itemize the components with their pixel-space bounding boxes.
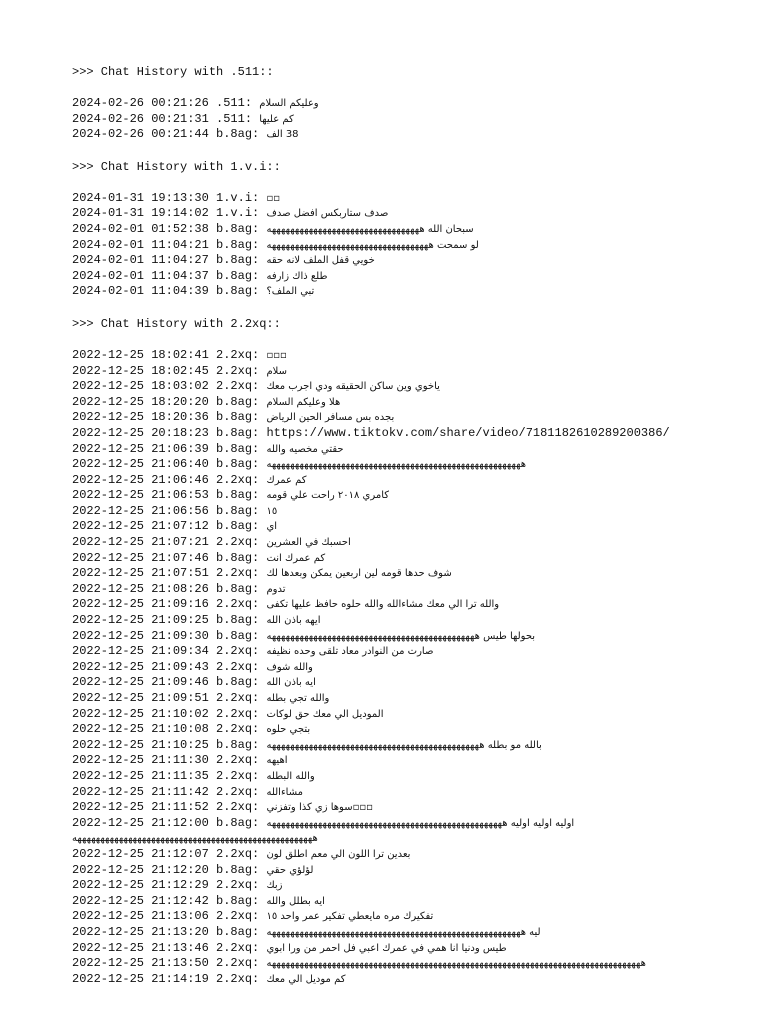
message-username: b.8ag:: [216, 253, 260, 268]
message-timestamp: 2022-12-25 21:12:29: [72, 878, 209, 893]
message-line: [72, 675, 752, 691]
message-line: [72, 738, 752, 754]
message-username: 2.2xq:: [216, 784, 260, 799]
message-line: [72, 785, 752, 801]
message-text: صدف ستاربكس افضل صدف: [266, 208, 389, 220]
section-gap: [72, 80, 752, 96]
message-line: [72, 769, 752, 785]
message-line: [72, 956, 752, 972]
message-timestamp: 2024-02-01 11:04:27: [72, 253, 209, 268]
message-timestamp: 2022-12-25 21:06:46: [72, 472, 209, 487]
message-text: وعليكم السلام: [259, 98, 319, 109]
message-line: [72, 707, 752, 723]
message-username: 2.2xq:: [216, 472, 260, 487]
message-timestamp: 2022-12-25 18:03:02: [72, 379, 209, 394]
message-line: [72, 238, 752, 254]
message-timestamp: 2022-12-25 21:06:40: [72, 457, 209, 472]
message-timestamp: 2022-12-25 21:08:26: [72, 581, 209, 596]
message-username: 2.2xq:: [216, 768, 260, 783]
message-text: كم عمرك انت: [266, 552, 326, 564]
message-text: كم عليها: [259, 113, 294, 125]
message-timestamp: 2022-12-25 21:12:07: [72, 846, 209, 861]
message-line: [72, 909, 752, 925]
message-line: [72, 504, 752, 520]
message-username: 1.v.i:: [216, 206, 260, 221]
message-username: 2.2xq:: [216, 800, 260, 815]
message-line: [72, 127, 752, 143]
message-timestamp: 2022-12-25 21:12:42: [72, 893, 209, 908]
message-username: 2.2xq:: [216, 971, 260, 986]
message-line: [72, 364, 752, 380]
message-username: .511:: [216, 111, 253, 126]
message-text: بتجي حلوه: [266, 724, 311, 736]
message-timestamp: 2022-12-25 21:12:20: [72, 862, 209, 877]
message-timestamp: 2022-12-25 21:07:46: [72, 550, 209, 565]
message-line: [72, 457, 752, 473]
chat-history-document: [72, 64, 752, 987]
message-text: احسبك في العشرين: [266, 537, 351, 549]
message-timestamp: 2022-12-25 20:18:23: [72, 425, 209, 440]
message-username: b.8ag:: [216, 394, 260, 409]
message-username: b.8ag:: [216, 488, 260, 503]
message-line: [72, 613, 752, 629]
message-line: [72, 410, 752, 426]
message-timestamp: 2022-12-25 18:02:45: [72, 363, 209, 378]
message-text: ليه هههههههههههههههههههههههههههههههههههههههههههههههههههههههه: [266, 926, 541, 938]
message-text: ايه بطلل والله: [266, 895, 325, 907]
message-timestamp: 2022-12-25 21:10:02: [72, 706, 209, 721]
message-timestamp: 2022-12-25 21:07:12: [72, 519, 209, 534]
message-line: [72, 551, 752, 567]
message-text: ▫▫▫: [266, 349, 287, 361]
message-timestamp: 2022-12-25 21:10:08: [72, 722, 209, 737]
message-text: بالله مو بطله ههههههههههههههههههههههههههههههههههههههههههههههه: [266, 739, 542, 751]
message-line: [72, 644, 752, 660]
message-text: هلا وعليكم السلام: [266, 396, 341, 408]
message-line: [72, 426, 752, 442]
message-text: اهيهه: [266, 755, 288, 767]
message-timestamp: 2024-02-26 00:21:26: [72, 96, 209, 110]
message-line: [72, 96, 752, 112]
message-username: b.8ag:: [216, 862, 260, 877]
section-separator: [72, 143, 752, 159]
section-gap: [72, 332, 752, 348]
message-text: تفكيرك مره مايعطي تفكير عمر واحد ١٥: [266, 911, 434, 923]
message-username: b.8ag:: [216, 519, 260, 534]
message-text: شوف حدها قومه لين اربعين يمكن وبعدها لك: [266, 568, 452, 580]
message-timestamp: 2022-12-25 21:09:34: [72, 644, 209, 659]
message-username: b.8ag:: [216, 457, 260, 472]
message-username: b.8ag:: [216, 550, 260, 565]
message-text: كم موديل الي معك: [266, 973, 346, 985]
message-timestamp: 2024-01-31 19:13:30: [72, 190, 209, 205]
message-line: [72, 191, 752, 207]
message-text: كامري ٢٠١٨ راحت علي قومه: [266, 490, 390, 502]
message-text: تبي الملف؟: [266, 286, 315, 298]
message-username: 2.2xq:: [216, 597, 260, 612]
message-username: b.8ag:: [216, 893, 260, 908]
message-text: حقتي مخصيه والله: [266, 443, 344, 455]
message-text: والله ترا الي معك مشاءالله والله حلوه حافظ عليها تكفى: [266, 599, 500, 611]
message-line: [72, 395, 752, 411]
message-username: 1.v.i:: [216, 190, 260, 205]
message-line: [72, 442, 752, 458]
message-text: طلع ذاك زارفه: [266, 270, 328, 282]
message-text: ههههههههههههههههههههههههههههههههههههههههههههههههههههه: [72, 833, 318, 845]
message-line: [72, 629, 752, 645]
message-text: زبك: [266, 880, 283, 892]
message-username: 2.2xq:: [216, 753, 260, 768]
message-timestamp: 2022-12-25 21:11:30: [72, 753, 209, 768]
message-text: هههههههههههههههههههههههههههههههههههههههههههههههههههههههههههههههههههههههههههههههههه: [266, 958, 646, 970]
message-line: [72, 722, 752, 738]
message-text: هههههههههههههههههههههههههههههههههههههههههههههههههههههههه: [266, 459, 526, 471]
message-text: بعدين ترا اللون الي معم اطلق لون: [266, 848, 411, 860]
section-header: >>> Chat History with 2.2xq::: [72, 316, 281, 331]
message-text: اي: [266, 521, 278, 533]
message-username: b.8ag:: [216, 127, 260, 142]
message-line: [72, 253, 752, 269]
message-timestamp: 2022-12-25 18:02:41: [72, 347, 209, 362]
message-text: بجده بس مسافر الحين الرياض: [266, 412, 395, 424]
message-line: [72, 348, 752, 364]
message-text: صارت من النوادر معاد تلقى وحده نظيفه: [266, 646, 434, 658]
message-username: b.8ag:: [216, 675, 260, 690]
message-timestamp: 2024-02-01 11:04:39: [72, 284, 209, 299]
message-text: ▫▫: [266, 192, 281, 204]
message-text: مشاءالله: [266, 786, 303, 798]
message-username: b.8ag:: [216, 441, 260, 456]
message-timestamp: 2022-12-25 21:06:39: [72, 441, 209, 456]
message-line: [72, 878, 752, 894]
message-line: [72, 597, 752, 613]
message-text: اوليه اوليه اوليه هههههههههههههههههههههههههههههههههههههههههههههههههههه: [266, 817, 575, 829]
message-timestamp: 2024-02-01 11:04:21: [72, 237, 209, 252]
message-line: [72, 894, 752, 910]
message-text: ياخوي وين ساكن الحقيقه ودي اجرب معك: [266, 381, 440, 393]
message-username: b.8ag:: [216, 221, 260, 236]
message-username: 2.2xq:: [216, 379, 260, 394]
message-timestamp: 2024-02-26 00:21:44: [72, 127, 209, 142]
message-username: b.8ag:: [216, 581, 260, 596]
chat-section: [72, 64, 752, 143]
message-text: والله تجي بطله: [266, 693, 330, 704]
message-username: 2.2xq:: [216, 535, 260, 550]
message-text: ايه باذن الله: [266, 677, 316, 689]
message-username: 2.2xq:: [216, 722, 260, 737]
message-timestamp: 2024-02-26 00:21:31: [72, 111, 209, 126]
message-username: b.8ag:: [216, 815, 260, 830]
message-continuation: [72, 831, 752, 847]
message-timestamp: 2022-12-25 21:13:20: [72, 924, 209, 939]
message-text: والله البطله: [266, 770, 315, 782]
message-username: b.8ag:: [216, 924, 260, 939]
message-username: b.8ag:: [216, 268, 260, 283]
message-text: ايهه باذن الله: [266, 615, 321, 627]
message-username: 2.2xq:: [216, 878, 260, 893]
message-username: b.8ag:: [216, 425, 260, 440]
message-line: [72, 112, 752, 128]
message-line: [72, 206, 752, 222]
message-username: 2.2xq:: [216, 940, 260, 955]
message-line: [72, 925, 752, 941]
section-header: >>> Chat History with 1.v.i::: [72, 159, 281, 174]
message-text: لو سمحت هههههههههههههههههههههههههههههههههههه: [266, 239, 479, 251]
message-username: 2.2xq:: [216, 644, 260, 659]
message-timestamp: 2022-12-25 21:09:16: [72, 597, 209, 612]
message-username: b.8ag:: [216, 284, 260, 299]
message-text: 38 الف: [266, 129, 299, 141]
message-line: [72, 816, 752, 832]
message-line: [72, 269, 752, 285]
message-timestamp: 2022-12-25 18:20:20: [72, 394, 209, 409]
chat-section: [72, 316, 752, 987]
message-line: [72, 972, 752, 988]
message-username: 2.2xq:: [216, 956, 260, 971]
message-username: .511:: [216, 96, 253, 110]
message-username: b.8ag:: [216, 613, 260, 628]
section-header: >>> Chat History with .511::: [72, 65, 274, 79]
message-timestamp: 2022-12-25 21:14:19: [72, 971, 209, 986]
message-timestamp: 2022-12-25 21:10:25: [72, 737, 209, 752]
message-timestamp: 2022-12-25 21:13:46: [72, 940, 209, 955]
message-line: [72, 284, 752, 300]
message-timestamp: 2022-12-25 21:09:30: [72, 628, 209, 643]
message-text: ١٥: [266, 505, 278, 517]
message-line: [72, 222, 752, 238]
message-username: 2.2xq:: [216, 566, 260, 581]
message-username: b.8ag:: [216, 503, 260, 518]
message-line: [72, 473, 752, 489]
message-username: b.8ag:: [216, 628, 260, 643]
message-username: b.8ag:: [216, 237, 260, 252]
message-line: [72, 519, 752, 535]
message-username: b.8ag:: [216, 737, 260, 752]
message-username: b.8ag:: [216, 410, 260, 425]
message-username: 2.2xq:: [216, 363, 260, 378]
message-timestamp: 2022-12-25 21:13:06: [72, 909, 209, 924]
message-text: طيس ودنيا انا همي في عمرك اعبي فل احمر من ورا ابوي: [266, 942, 507, 954]
message-timestamp: 2022-12-25 21:12:00: [72, 815, 209, 830]
message-username: 2.2xq:: [216, 706, 260, 721]
message-timestamp: 2022-12-25 21:09:25: [72, 613, 209, 628]
message-line: [72, 800, 752, 816]
message-timestamp: 2022-12-25 21:13:50: [72, 956, 209, 971]
message-timestamp: 2024-02-01 01:52:38: [72, 221, 209, 236]
message-text: الموديل الي معك حق لوكات: [266, 708, 384, 720]
message-timestamp: 2022-12-25 18:20:36: [72, 410, 209, 425]
message-username: 2.2xq:: [216, 846, 260, 861]
message-username: 2.2xq:: [216, 691, 260, 705]
message-timestamp: 2022-12-25 21:06:56: [72, 503, 209, 518]
message-timestamp: 2022-12-25 21:11:42: [72, 784, 209, 799]
message-text: كم عمرك: [266, 474, 307, 486]
message-username: 2.2xq:: [216, 659, 260, 674]
message-link[interactable]: https://www.tiktokv.com/share/video/7181182610289200386/: [266, 425, 670, 440]
message-timestamp: 2022-12-25 21:09:51: [72, 691, 209, 705]
message-line: [72, 566, 752, 582]
message-text: والله شوف: [266, 661, 313, 673]
message-timestamp: 2022-12-25 21:07:51: [72, 566, 209, 581]
message-timestamp: 2024-01-31 19:14:02: [72, 206, 209, 221]
message-line: [72, 488, 752, 504]
message-line: [72, 582, 752, 598]
message-line: [72, 535, 752, 551]
message-timestamp: 2022-12-25 21:09:43: [72, 659, 209, 674]
message-text: سلام: [266, 365, 287, 377]
section-separator: [72, 300, 752, 316]
message-timestamp: 2022-12-25 21:07:21: [72, 535, 209, 550]
message-text: خويي قفل الملف لانه حقه: [266, 255, 375, 267]
message-username: 2.2xq:: [216, 347, 260, 362]
message-line: [72, 379, 752, 395]
message-text: تدوم: [266, 583, 286, 595]
message-line: [72, 660, 752, 676]
message-text: سبحان الله هههههههههههههههههههههههههههههههههه: [266, 223, 474, 235]
section-gap: [72, 175, 752, 191]
message-text: لؤلؤي حقي: [266, 864, 314, 876]
message-line: [72, 863, 752, 879]
message-timestamp: 2022-12-25 21:11:35: [72, 768, 209, 783]
message-line: [72, 847, 752, 863]
message-timestamp: 2022-12-25 21:11:52: [72, 800, 209, 815]
message-timestamp: 2024-02-01 11:04:37: [72, 268, 209, 283]
message-text: ▫▫▫سوها زي كذا وتفزني: [266, 802, 373, 814]
message-timestamp: 2022-12-25 21:09:46: [72, 675, 209, 690]
message-line: [72, 753, 752, 769]
message-line: [72, 941, 752, 957]
message-timestamp: 2022-12-25 21:06:53: [72, 488, 209, 503]
message-username: 2.2xq:: [216, 909, 260, 924]
chat-section: [72, 159, 752, 300]
message-text: بحولها طيس هههههههههههههههههههههههههههههههههههههههههههههه: [266, 630, 536, 642]
message-line: [72, 691, 752, 707]
